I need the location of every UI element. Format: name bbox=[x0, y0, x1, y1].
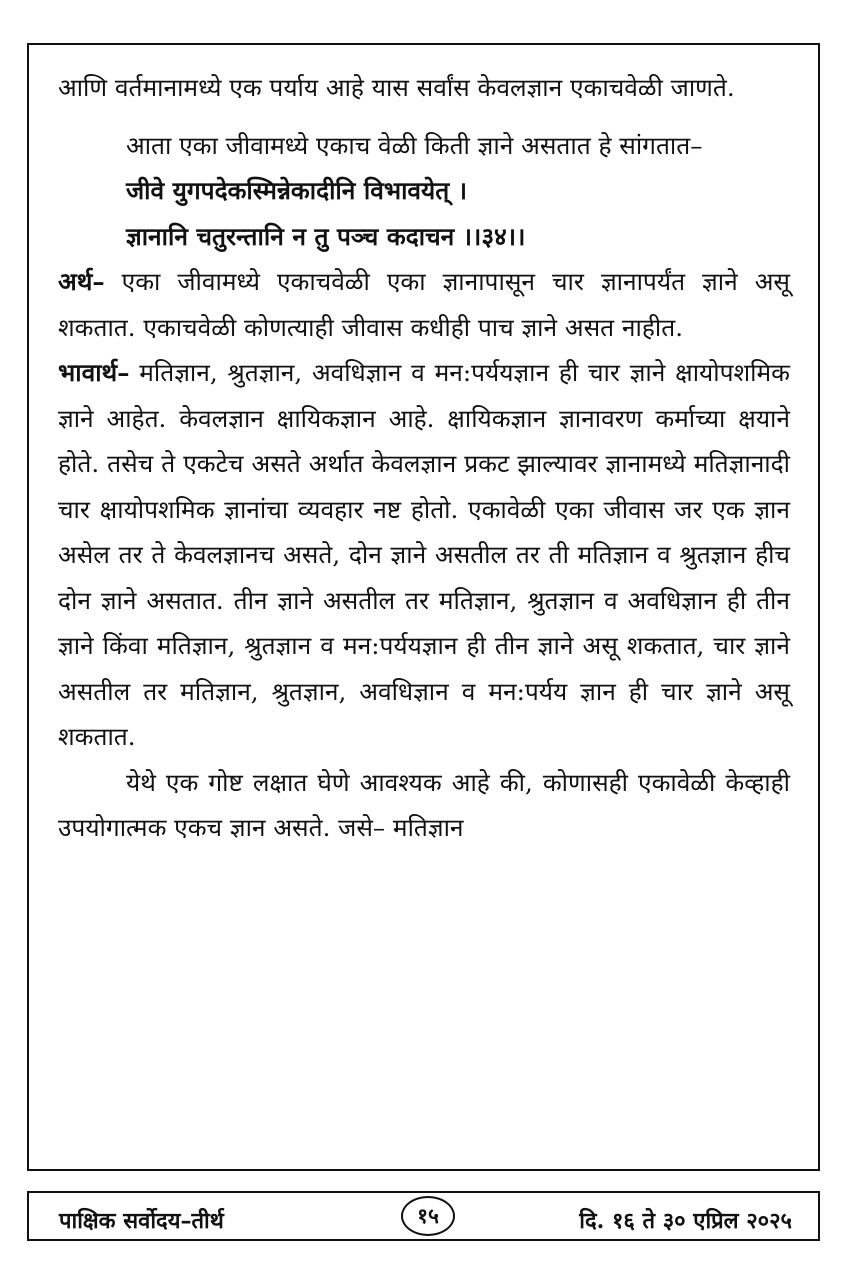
explanation-paragraph bbox=[58, 350, 790, 760]
meaning-text: एका जीवामध्ये एकाचवेळी एका ज्ञानापासून चार ज्ञानापर्यंत ज्ञाने असू शकतात. एकाचवेळी कोणत्याही जीवास कधीही पाच ज्ञाने असत नाहीत. bbox=[58, 267, 790, 342]
issue-date: दि. १६ ते ३० एप्रिल २०२५ bbox=[579, 1208, 792, 1234]
page-content bbox=[27, 43, 820, 1171]
paragraph-1: आणि वर्तमानामध्ये एक पर्याय आहे यास सर्वांस केवलज्ञान एकाचवेळी जाणते. bbox=[58, 73, 735, 102]
paragraph-last: येथे एक गोष्ट लक्षात घेणे आवश्यक आहे की, कोणासही एकावेळी केव्हाही उपयोगात्मक एकच ज्ञान असते. जसे– मतिज्ञान bbox=[58, 767, 790, 842]
page-number: १५ bbox=[401, 1196, 455, 1236]
page-footer bbox=[27, 1191, 820, 1241]
explanation-text: मतिज्ञान, श्रुतज्ञान, अवधिज्ञान व मन:पर्ययज्ञान ही चार ज्ञाने क्षायोपशमिक ज्ञाने आहेत. केवलज्ञान क्षायिकज्ञान आहे. क्षायिकज्ञान ज्ञानावरण कर्माच्या क्षयाने होते. तसेच ते एकटेच असते अर्थात केवलज्ञान प्रकट झाल्यावर ज्ञानामध्ये मतिज्ञानादी चार क्षायोपशमिक ज्ञानांचा व्यवहार नष्ट होतो. एकावेळी एका जीवास जर एक ज्ञान असेल तर ते केवलज्ञानच असते, दोन ज्ञाने असतील तर ती मतिज्ञान व श्रुतज्ञान हीच दोन ज्ञाने असतात. तीन ज्ञाने असतील तर मतिज्ञान, श्रुतज्ञान व अवधिज्ञान ही तीन ज्ञाने किंवा मतिज्ञान, श्रुतज्ञान व मन:पर्ययज्ञान ही तीन ज्ञाने असू शकतात, चार ज्ञाने असतील तर मतिज्ञान, श्रुतज्ञान, अवधिज्ञान व मन:पर्यय ज्ञान ही चार ज्ञाने असू शकतात. bbox=[58, 358, 790, 751]
verse-line-2: ज्ञानानि चतुरन्तानि न तु पञ्च कदाचन ।।३४।। bbox=[126, 221, 526, 251]
meaning-label: अर्थ– bbox=[58, 267, 105, 296]
explanation-label: भावार्थ– bbox=[58, 358, 130, 387]
paragraph-2: आता एका जीवामध्ये एकाच वेळी किती ज्ञाने असतात हे सांगतात– bbox=[126, 130, 703, 160]
publication-name: पाक्षिक सर्वोदय–तीर्थ bbox=[59, 1208, 224, 1234]
body-text bbox=[58, 65, 790, 851]
meaning-paragraph bbox=[58, 259, 790, 350]
verse-line-1: जीवे युगपदेकस्मिन्नेकादीनि विभावयेत् । bbox=[126, 176, 468, 205]
